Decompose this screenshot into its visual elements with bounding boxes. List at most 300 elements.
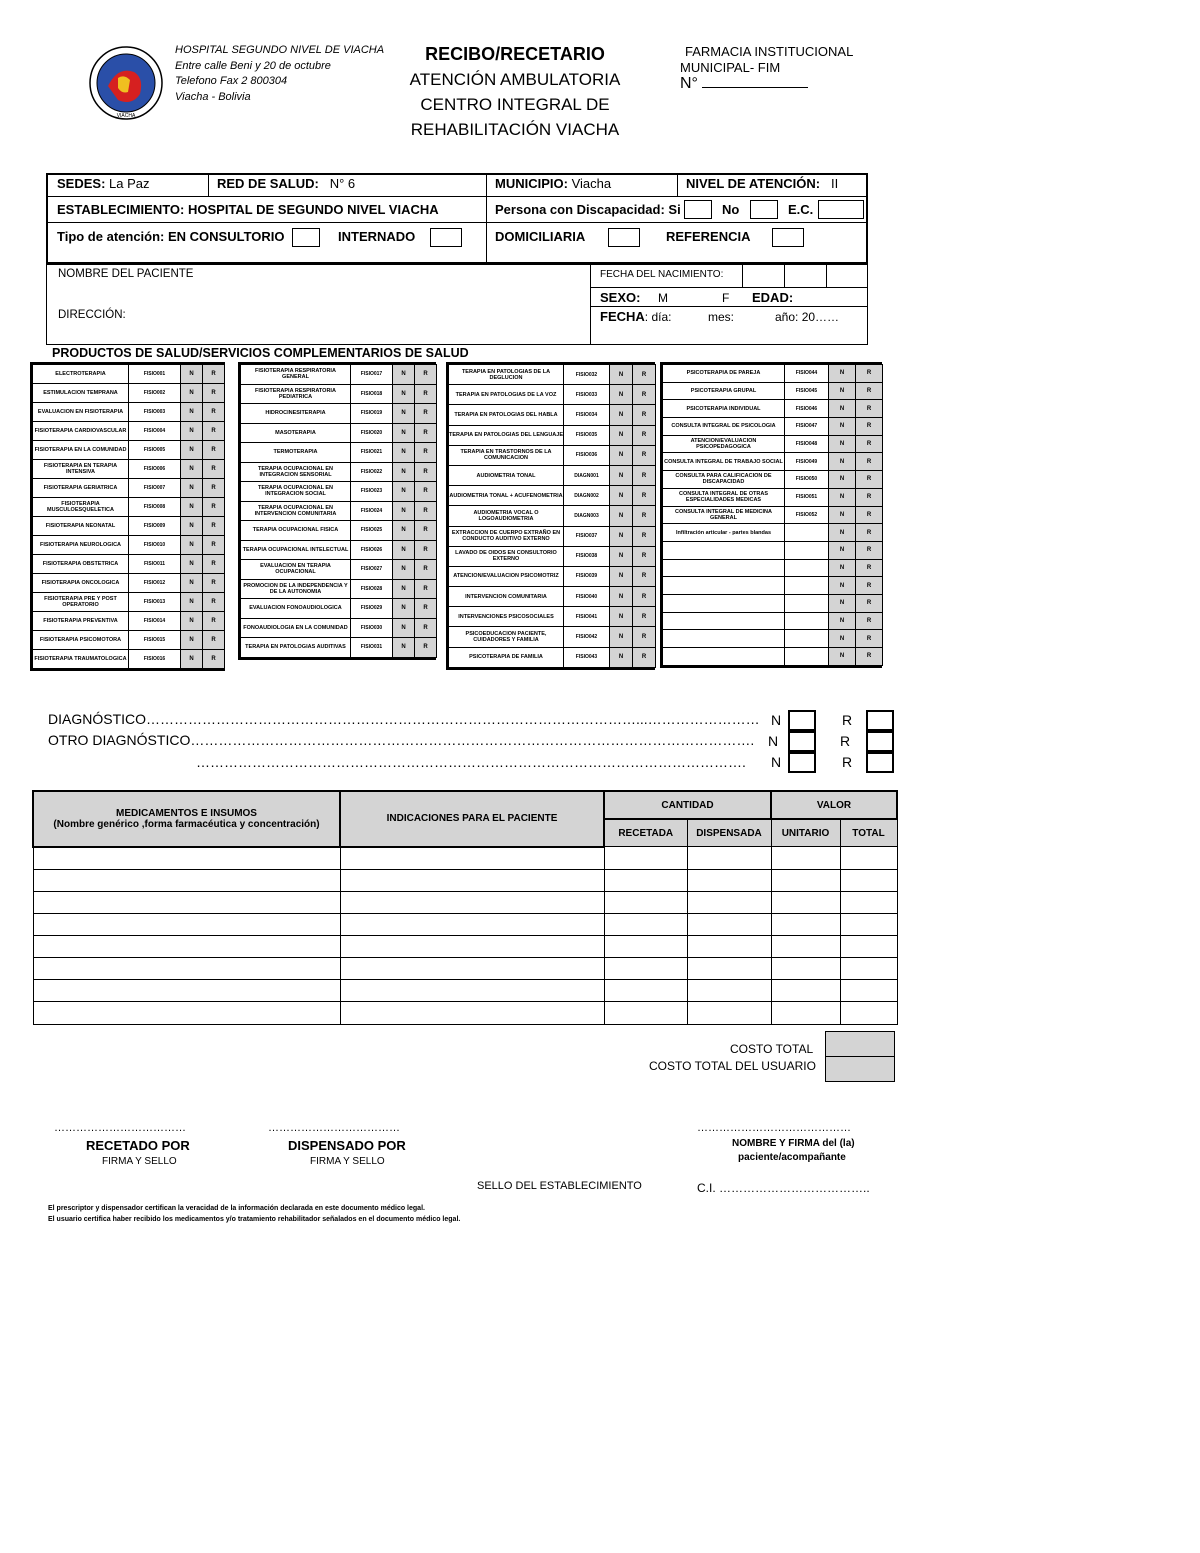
meds-cell[interactable] (604, 913, 687, 935)
product-row (663, 524, 883, 542)
product-row (33, 612, 225, 631)
product-code: FISIO029 (351, 599, 393, 619)
product-name: INTERVENCION COMUNITARIA (449, 587, 564, 607)
product-n-check[interactable]: N (610, 587, 633, 607)
product-r-check[interactable]: R (415, 501, 437, 521)
medications-table (32, 790, 898, 1025)
product-code: FISIO014 (129, 612, 181, 631)
product-name: FISIOTERAPIA PSICOMOTORA (33, 631, 129, 650)
product-r-check[interactable]: R (856, 541, 883, 559)
product-code: FISIO034 (564, 405, 610, 425)
product-n-check[interactable]: N (829, 365, 856, 383)
meds-header (33, 791, 340, 847)
product-r-check[interactable]: R (633, 587, 656, 607)
dispensado-label: DISPENSADO POR (288, 1138, 406, 1153)
product-name (663, 559, 785, 577)
product-r-check[interactable]: R (633, 566, 656, 586)
meds-cell[interactable] (840, 935, 897, 957)
costo-total-field[interactable] (825, 1031, 895, 1057)
product-r-check[interactable]: R (415, 482, 437, 502)
product-r-check[interactable]: R (203, 365, 225, 384)
meds-cell[interactable] (771, 847, 840, 870)
product-n-check[interactable]: N (393, 599, 415, 619)
product-name: ATENCION/EVALUACION PSICOPEDAGOGICA (663, 435, 785, 453)
product-r-check[interactable]: R (856, 365, 883, 383)
meds-cell[interactable] (771, 891, 840, 913)
meds-cell[interactable] (771, 913, 840, 935)
red-value: N° 6 (329, 176, 356, 191)
product-n-check[interactable]: N (829, 524, 856, 542)
product-n-check[interactable]: N (181, 384, 203, 403)
meds-cell[interactable] (340, 891, 604, 913)
farmacia-block (680, 44, 853, 92)
product-code: FISIO011 (129, 555, 181, 574)
product-r-check[interactable]: R (415, 540, 437, 560)
product-n-check[interactable]: N (610, 486, 633, 506)
product-code (785, 648, 829, 666)
product-n-check[interactable]: N (181, 612, 203, 631)
product-n-check[interactable]: N (829, 541, 856, 559)
meds-cell[interactable] (771, 979, 840, 1001)
diag-n-checkbox-1[interactable] (788, 710, 816, 731)
establecimiento-label: ESTABLECIMIENTO: (57, 202, 185, 217)
meds-cell[interactable] (33, 1001, 340, 1024)
product-n-check[interactable]: N (610, 365, 633, 385)
product-n-check[interactable]: N (829, 612, 856, 630)
meds-cell[interactable] (840, 847, 897, 870)
meds-cell[interactable] (604, 935, 687, 957)
meds-cell[interactable] (604, 847, 687, 870)
meds-cell[interactable] (604, 1001, 687, 1024)
product-n-check[interactable]: N (393, 579, 415, 599)
product-r-check[interactable]: R (633, 607, 656, 627)
ec-label: E.C. (788, 202, 814, 217)
product-row (33, 593, 225, 612)
product-code: FISIO026 (351, 540, 393, 560)
product-n-check[interactable]: N (181, 365, 203, 384)
product-name: AUDIOMETRIA TONAL (449, 465, 564, 485)
product-n-check[interactable]: N (610, 566, 633, 586)
diag-r-checkbox-3[interactable] (866, 752, 894, 773)
product-row (241, 599, 437, 619)
total-header: TOTAL (840, 819, 897, 847)
product-r-check[interactable]: R (633, 647, 656, 667)
product-n-check[interactable]: N (393, 521, 415, 541)
product-n-check[interactable]: N (610, 627, 633, 647)
product-n-check[interactable]: N (393, 365, 415, 385)
product-r-check[interactable]: R (203, 631, 225, 650)
product-name: FISIOTERAPIA ONCOLOGICA (33, 574, 129, 593)
product-row (663, 594, 883, 612)
meds-cell[interactable] (771, 957, 840, 979)
fecha-label: FECHA (600, 309, 645, 324)
product-r-check[interactable]: R (856, 524, 883, 542)
product-row (33, 365, 225, 384)
product-r-check[interactable]: R (203, 441, 225, 460)
products-column-4 (660, 362, 882, 668)
product-r-check[interactable]: R (203, 498, 225, 517)
product-code: FISIO030 (351, 618, 393, 638)
meds-cell[interactable] (33, 935, 340, 957)
product-r-check[interactable]: R (203, 612, 225, 631)
meds-cell[interactable] (687, 847, 771, 870)
meds-cell[interactable] (33, 913, 340, 935)
product-n-check[interactable]: N (829, 435, 856, 453)
consultorio-checkbox[interactable] (292, 228, 320, 247)
meds-header-line-1: MEDICAMENTOS E INSUMOS (116, 807, 257, 819)
product-r-check[interactable]: R (856, 577, 883, 595)
product-n-check[interactable]: N (393, 404, 415, 424)
product-n-check[interactable]: N (829, 506, 856, 524)
meds-cell[interactable] (687, 935, 771, 957)
product-name: TERAPIA EN TRASTORNOS DE LA COMUNICACION (449, 445, 564, 465)
hospital-logo (88, 44, 164, 122)
product-r-check[interactable]: R (203, 650, 225, 669)
hospital-city: Viacha - Bolivia (175, 90, 251, 103)
product-r-check[interactable]: R (203, 384, 225, 403)
meds-cell[interactable] (340, 1001, 604, 1024)
product-row (663, 630, 883, 648)
product-n-check[interactable]: N (181, 403, 203, 422)
product-r-check[interactable]: R (633, 465, 656, 485)
product-r-check[interactable]: R (633, 627, 656, 647)
product-r-check[interactable]: R (633, 405, 656, 425)
product-n-check[interactable]: N (610, 526, 633, 546)
product-row (449, 587, 656, 607)
meds-cell[interactable] (340, 847, 604, 870)
product-r-check[interactable]: R (203, 593, 225, 612)
product-r-check[interactable]: R (203, 517, 225, 536)
product-n-check[interactable]: N (610, 506, 633, 526)
product-name: FONOAUDIOLOGIA EN LA COMUNIDAD (241, 618, 351, 638)
product-name: HIDROCINESITERAPIA (241, 404, 351, 424)
subtitle-line-3: REHABILITACIÓN VIACHA (410, 120, 620, 139)
diag-n-checkbox-3[interactable] (788, 752, 816, 773)
discapacidad-si-checkbox[interactable] (684, 200, 712, 219)
product-name: CONSULTA INTEGRAL DE MEDICINA GENERAL (663, 506, 785, 524)
product-r-check[interactable]: R (856, 453, 883, 471)
meds-cell[interactable] (340, 957, 604, 979)
meds-cell[interactable] (687, 957, 771, 979)
product-n-check[interactable]: N (829, 577, 856, 595)
document-title: RECIBO/RECETARIO (425, 44, 605, 64)
meds-cell[interactable] (840, 869, 897, 891)
product-n-check[interactable]: N (829, 488, 856, 506)
domiciliaria-checkbox[interactable] (608, 228, 640, 247)
product-r-check[interactable]: R (856, 648, 883, 666)
product-name: CONSULTA INTEGRAL DE OTRAS ESPECIALIDADES MEDICAS (663, 488, 785, 506)
meds-cell[interactable] (687, 979, 771, 1001)
product-code: FISIO022 (351, 462, 393, 482)
product-row (663, 471, 883, 489)
product-r-check[interactable]: R (856, 630, 883, 648)
product-code: FISIO010 (129, 536, 181, 555)
meds-cell[interactable] (687, 891, 771, 913)
meds-row (33, 1001, 897, 1024)
product-r-check[interactable]: R (856, 471, 883, 489)
product-n-check[interactable]: N (393, 384, 415, 404)
product-n-check[interactable]: N (181, 631, 203, 650)
firma-dots-3: …………………………………… (697, 1122, 851, 1134)
costo-usuario-field[interactable] (825, 1056, 895, 1082)
product-row (663, 453, 883, 471)
product-code: FISIO038 (564, 546, 610, 566)
product-name: PSICOTERAPIA INDIVIDUAL (663, 400, 785, 418)
meds-cell[interactable] (687, 869, 771, 891)
product-name: TERAPIA OCUPACIONAL EN INTERVENCION COMUNITARIA (241, 501, 351, 521)
product-code: FISIO003 (129, 403, 181, 422)
product-r-check[interactable]: R (633, 506, 656, 526)
sexo-label: SEXO: (600, 290, 641, 305)
product-r-check[interactable]: R (415, 423, 437, 443)
diag-n-checkbox-2[interactable] (788, 731, 816, 752)
product-n-check[interactable]: N (393, 501, 415, 521)
meds-cell[interactable] (33, 957, 340, 979)
product-n-check[interactable]: N (393, 540, 415, 560)
product-row (33, 384, 225, 403)
product-r-check[interactable]: R (415, 599, 437, 619)
product-n-check[interactable]: N (393, 560, 415, 580)
product-r-check[interactable]: R (415, 365, 437, 385)
product-name: FISIOTERAPIA GERIATRICA (33, 479, 129, 498)
meds-cell[interactable] (604, 957, 687, 979)
product-code: DIAGN002 (564, 486, 610, 506)
product-n-check[interactable]: N (610, 647, 633, 667)
product-n-check[interactable]: N (393, 618, 415, 638)
product-n-check[interactable]: N (181, 441, 203, 460)
product-code: FISIO028 (351, 579, 393, 599)
product-n-check[interactable]: N (610, 405, 633, 425)
n-label-2: N (768, 733, 779, 749)
product-n-check[interactable]: N (829, 630, 856, 648)
product-row (449, 627, 656, 647)
nivel-value: II (830, 176, 839, 191)
meds-cell[interactable] (33, 847, 340, 870)
meds-cell[interactable] (840, 1001, 897, 1024)
product-code: FISIO002 (129, 384, 181, 403)
title-block (395, 42, 635, 142)
product-n-check[interactable]: N (393, 423, 415, 443)
diag-r-checkbox-2[interactable] (866, 731, 894, 752)
product-r-check[interactable]: R (415, 560, 437, 580)
product-n-check[interactable]: N (610, 445, 633, 465)
product-code (785, 559, 829, 577)
meds-cell[interactable] (340, 869, 604, 891)
product-r-check[interactable]: R (415, 618, 437, 638)
product-name: FISIOTERAPIA NEONATAL (33, 517, 129, 536)
nombre-firma-label: NOMBRE Y FIRMA del (la) (732, 1138, 855, 1149)
product-row (449, 465, 656, 485)
product-r-check[interactable]: R (203, 574, 225, 593)
hospital-phone: Telefono Fax 2 800304 (175, 75, 288, 87)
meds-cell[interactable] (33, 891, 340, 913)
product-code: FISIO019 (351, 404, 393, 424)
product-n-check[interactable]: N (181, 460, 203, 479)
product-r-check[interactable]: R (203, 460, 225, 479)
product-r-check[interactable]: R (415, 579, 437, 599)
ec-checkbox[interactable] (818, 200, 864, 219)
diag-r-checkbox-1[interactable] (866, 710, 894, 731)
product-r-check[interactable]: R (633, 425, 656, 445)
meds-cell[interactable] (771, 1001, 840, 1024)
firma-sello-2: FIRMA Y SELLO (310, 1156, 385, 1167)
product-r-check[interactable]: R (203, 403, 225, 422)
product-r-check[interactable]: R (633, 385, 656, 405)
disclaimer-2: El usuario certifica haber recibido los medicamentos y/o tratamiento rehabilitador señalados en el documento médico legal. (48, 1216, 461, 1223)
product-r-check[interactable]: R (203, 536, 225, 555)
meds-cell[interactable] (604, 869, 687, 891)
meds-cell[interactable] (687, 1001, 771, 1024)
product-r-check[interactable]: R (203, 422, 225, 441)
product-r-check[interactable]: R (203, 479, 225, 498)
meds-cell[interactable] (687, 913, 771, 935)
product-row (241, 638, 437, 658)
sedes-label: SEDES: (57, 176, 106, 191)
product-r-check[interactable]: R (415, 638, 437, 658)
product-n-check[interactable]: N (181, 536, 203, 555)
product-code: FISIO004 (129, 422, 181, 441)
product-name: TERAPIA EN PATOLOGIAS DEL HABLA (449, 405, 564, 425)
product-n-check[interactable]: N (610, 425, 633, 445)
firma-dots-2: ……………………………… (268, 1122, 400, 1134)
product-code: FISIO016 (129, 650, 181, 669)
product-n-check[interactable]: N (181, 650, 203, 669)
product-n-check[interactable]: N (181, 555, 203, 574)
product-n-check[interactable]: N (610, 465, 633, 485)
farmacia-line-1: FARMACIA INSTITUCIONAL (685, 44, 854, 59)
product-r-check[interactable]: R (415, 443, 437, 463)
product-code: DIAGN001 (564, 465, 610, 485)
product-r-check[interactable]: R (415, 521, 437, 541)
product-code: FISIO041 (564, 607, 610, 627)
meds-cell[interactable] (33, 869, 340, 891)
product-row (241, 443, 437, 463)
product-code: FISIO049 (785, 453, 829, 471)
product-r-check[interactable]: R (633, 486, 656, 506)
meds-cell[interactable] (33, 979, 340, 1001)
product-r-check[interactable]: R (856, 400, 883, 418)
product-n-check[interactable]: N (181, 574, 203, 593)
product-n-check[interactable]: N (829, 400, 856, 418)
product-r-check[interactable]: R (415, 404, 437, 424)
product-code: FISIO040 (564, 587, 610, 607)
product-n-check[interactable]: N (610, 546, 633, 566)
product-row (663, 365, 883, 383)
product-row (449, 546, 656, 566)
product-r-check[interactable]: R (856, 435, 883, 453)
discapacidad-no-checkbox[interactable] (750, 200, 778, 219)
product-n-check[interactable]: N (829, 471, 856, 489)
product-n-check[interactable]: N (181, 479, 203, 498)
internado-label: INTERNADO (338, 229, 416, 244)
product-row (33, 574, 225, 593)
meds-cell[interactable] (604, 979, 687, 1001)
product-row (241, 501, 437, 521)
meds-cell[interactable] (340, 979, 604, 1001)
product-n-check[interactable]: N (610, 607, 633, 627)
product-r-check[interactable]: R (856, 612, 883, 630)
establecimiento-value: HOSPITAL DE SEGUNDO NIVEL VIACHA (187, 202, 439, 217)
meds-cell[interactable] (840, 913, 897, 935)
meds-cell[interactable] (771, 935, 840, 957)
product-n-check[interactable]: N (829, 418, 856, 436)
meds-cell[interactable] (840, 979, 897, 1001)
meds-cell[interactable] (771, 869, 840, 891)
meds-cell[interactable] (340, 913, 604, 935)
product-r-check[interactable]: R (856, 594, 883, 612)
product-row (449, 385, 656, 405)
product-name: TERAPIA OCUPACIONAL EN INTEGRACION SENSORIAL (241, 462, 351, 482)
referencia-checkbox[interactable] (772, 228, 804, 247)
product-row (241, 365, 437, 385)
product-n-check[interactable]: N (393, 482, 415, 502)
product-n-check[interactable]: N (829, 453, 856, 471)
product-n-check[interactable]: N (393, 462, 415, 482)
product-r-check[interactable]: R (856, 488, 883, 506)
nombre-paciente-label: NOMBRE DEL PACIENTE (58, 268, 194, 280)
subtitle-line-1: ATENCIÓN AMBULATORIA (409, 70, 621, 89)
product-name: FISIOTERAPIA MUSCULOESQUELETICA (33, 498, 129, 517)
product-n-check[interactable]: N (181, 593, 203, 612)
product-name: PROMOCION DE LA INDEPENDENCIA Y DE LA AUTONOMIA (241, 579, 351, 599)
product-r-check[interactable]: R (203, 555, 225, 574)
product-n-check[interactable]: N (393, 443, 415, 463)
product-n-check[interactable]: N (829, 594, 856, 612)
product-row (33, 479, 225, 498)
numero-field[interactable] (702, 87, 808, 88)
product-n-check[interactable]: N (181, 498, 203, 517)
meds-cell[interactable] (840, 891, 897, 913)
products-column-1 (30, 362, 225, 671)
product-r-check[interactable]: R (633, 526, 656, 546)
costo-total-label: COSTO TOTAL (730, 1042, 814, 1056)
meds-cell[interactable] (840, 957, 897, 979)
product-r-check[interactable]: R (633, 445, 656, 465)
product-name: PSICOTERAPIA GRUPAL (663, 382, 785, 400)
product-r-check[interactable]: R (633, 546, 656, 566)
product-code: FISIO050 (785, 471, 829, 489)
product-n-check[interactable]: N (829, 382, 856, 400)
product-n-check[interactable]: N (829, 559, 856, 577)
product-name: FISIOTERAPIA CARDIOVASCULAR (33, 422, 129, 441)
product-code: FISIO023 (351, 482, 393, 502)
numero-label: N° (680, 75, 698, 92)
product-name: FISIOTERAPIA EN TERAPIA INTENSIVA (33, 460, 129, 479)
product-n-check[interactable]: N (181, 422, 203, 441)
meds-cell[interactable] (340, 935, 604, 957)
product-name (663, 648, 785, 666)
product-r-check[interactable]: R (856, 506, 883, 524)
product-code: FISIO025 (351, 521, 393, 541)
farmacia-line-2: MUNICIPAL- FIM (680, 60, 781, 75)
product-name: CONSULTA INTEGRAL DE TRABAJO SOCIAL (663, 453, 785, 471)
product-r-check[interactable]: R (415, 384, 437, 404)
product-n-check[interactable]: N (181, 517, 203, 536)
product-code: FISIO024 (351, 501, 393, 521)
product-r-check[interactable]: R (415, 462, 437, 482)
product-r-check[interactable]: R (633, 365, 656, 385)
product-r-check[interactable]: R (856, 418, 883, 436)
product-r-check[interactable]: R (856, 382, 883, 400)
product-n-check[interactable]: N (393, 638, 415, 658)
product-n-check[interactable]: N (610, 385, 633, 405)
meds-cell[interactable] (604, 891, 687, 913)
product-row (663, 541, 883, 559)
product-n-check[interactable]: N (829, 648, 856, 666)
internado-checkbox[interactable] (430, 228, 462, 247)
product-r-check[interactable]: R (856, 559, 883, 577)
product-name: EVALUACION FONOAUDIOLOGICA (241, 599, 351, 619)
